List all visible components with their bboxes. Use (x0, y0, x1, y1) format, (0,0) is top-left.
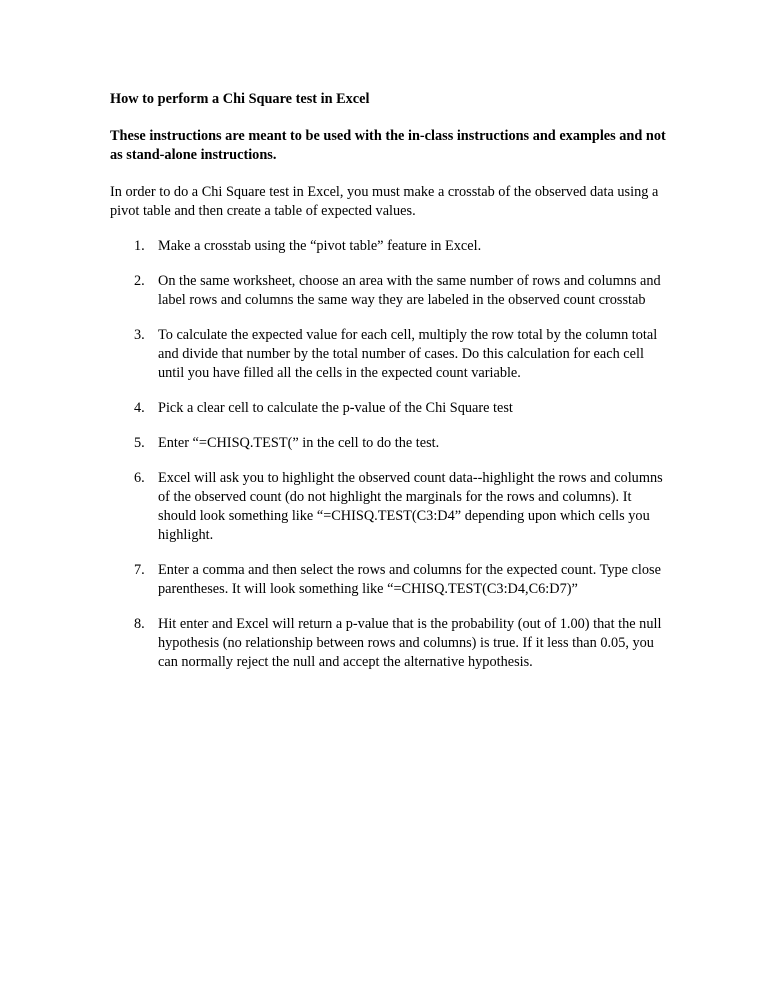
list-item (110, 561, 670, 599)
intro-paragraph: In order to do a Chi Square test in Excel, you must make a crosstab of the observed data using a pivot table and then create a table of expected values. (110, 184, 659, 219)
step-text: Make a crosstab using the “pivot table” feature in Excel. (158, 238, 482, 254)
step-text: Excel will ask you to highlight the observed count data--highlight the rows and columns of the observed count (do not highlight the marginals for the rows and columns). It should look something like “=CHISQ.TEST(C3:D4” depending upon which cells you highlight. (158, 470, 663, 543)
step-number: 1. (134, 238, 145, 254)
step-text: Enter “=CHISQ.TEST(” in the cell to do the test. (158, 435, 440, 451)
list-item (110, 469, 670, 545)
list-item (110, 615, 670, 672)
step-number: 8. (134, 616, 145, 632)
step-number: 4. (134, 400, 145, 416)
step-number: 3. (134, 327, 145, 343)
step-text: On the same worksheet, choose an area with the same number of rows and columns and label rows and columns the same way they are labeled in the observed count crosstab (158, 273, 661, 308)
step-number: 5. (134, 435, 145, 451)
document-title: How to perform a Chi Square test in Excel (110, 91, 370, 107)
steps-list (110, 237, 670, 672)
list-item (110, 434, 670, 453)
step-number: 7. (134, 562, 145, 578)
document-body (110, 90, 670, 688)
list-item (110, 272, 670, 310)
step-number: 6. (134, 470, 145, 486)
list-item (110, 237, 670, 256)
step-text: Pick a clear cell to calculate the p-value of the Chi Square test (158, 400, 513, 416)
list-item (110, 399, 670, 418)
step-text: To calculate the expected value for each cell, multiply the row total by the column total and divide that number by the total number of cases. Do this calculation for each cell until you have filled all the cells in the expected count variable. (158, 327, 658, 381)
step-number: 2. (134, 273, 145, 289)
step-text: Enter a comma and then select the rows and columns for the expected count. Type close parentheses. It will look something like “=CHISQ.TEST(C3:D4,C6:D7)” (158, 562, 661, 597)
step-text: Hit enter and Excel will return a p-value that is the probability (out of 1.00) that the null hypothesis (no relationship between rows and columns) is true. If it less than 0.05, you can normally reject the null and accept the alternative hypothesis. (158, 616, 662, 670)
list-item (110, 326, 670, 383)
usage-warning: These instructions are meant to be used with the in-class instructions and examples and not as stand-alone instructions. (110, 128, 666, 163)
